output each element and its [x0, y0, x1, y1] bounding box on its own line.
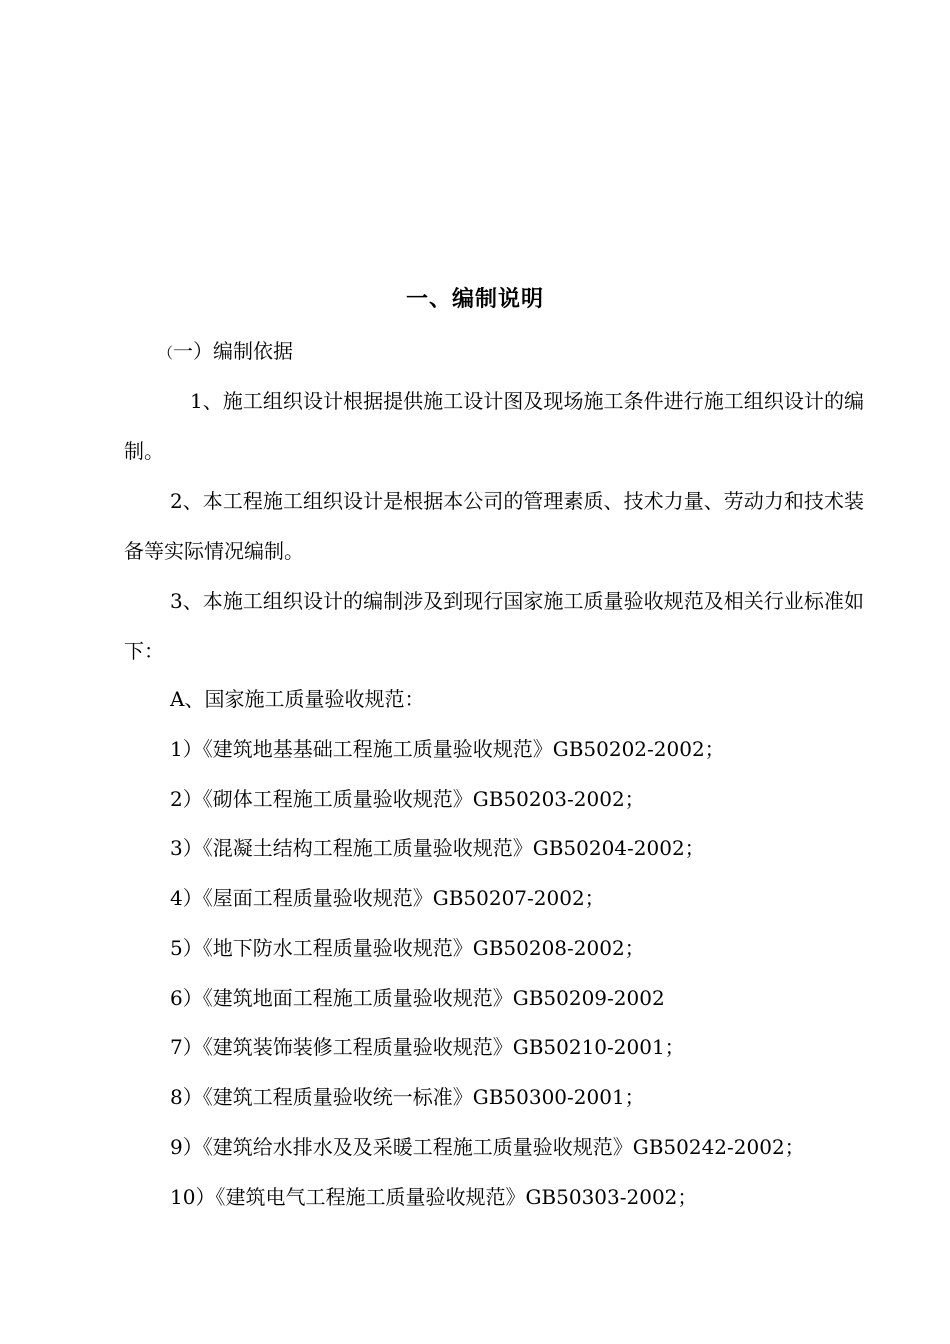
standard-item-1: 1）《建筑地基基础工程施工质量验收规范》GB50202-2002；: [170, 737, 725, 761]
standard-item-10: 10）《建筑电气工程施工质量验收规范》GB50303-2002；: [170, 1185, 698, 1209]
standard-item-3: 3）《混凝土结构工程施工质量验收规范》GB50204-2002；: [170, 836, 705, 860]
standard-item-7: 7）《建筑装饰装修工程质量验收规范》GB50210-2001；: [170, 1035, 685, 1059]
paragraph-1: 1、施工组织设计根据提供施工设计图及现场施工条件进行施工组织设计的编制。: [124, 389, 864, 463]
page-title: 一、编制说明: [405, 287, 544, 312]
standard-item-8: 8）《建筑工程质量验收统一标准》GB50300-2001；: [170, 1085, 645, 1109]
standard-item-2: 2）《砌体工程施工质量验收规范》GB50203-2002；: [170, 787, 645, 811]
standards-heading: A、国家施工质量验收规范：: [170, 687, 425, 711]
standard-item-9: 9）《建筑给水排水及及采暖工程施工质量验收规范》GB50242-2002；: [170, 1135, 805, 1159]
section-open-paren: （: [158, 344, 174, 362]
section-heading: [158, 336, 293, 368]
standard-item-6: 6）《建筑地面工程施工质量验收规范》GB50209-2002: [170, 986, 665, 1010]
paragraph-2: 2、本工程施工组织设计是根据本公司的管理素质、技术力量、劳动力和技术装备等实际情况编制。: [124, 489, 864, 563]
standard-item-4: 4）《屋面工程质量验收规范》GB50207-2002；: [170, 886, 605, 910]
paragraph-3: 3、本施工组织设计的编制涉及到现行国家施工质量验收规范及相关行业标准如下：: [124, 589, 864, 663]
section-label: 一）编制依据: [173, 339, 294, 363]
standard-item-5: 5）《地下防水工程质量验收规范》GB50208-2002；: [170, 936, 645, 960]
